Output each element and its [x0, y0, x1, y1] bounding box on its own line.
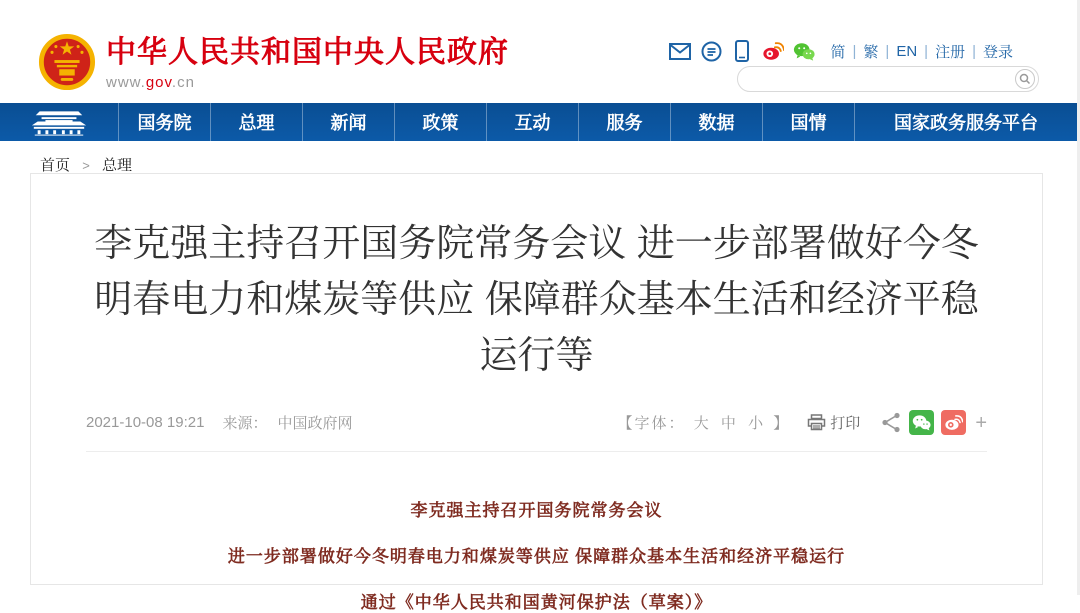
nav-item-news[interactable]: 新闻 [303, 103, 395, 141]
site-header [0, 0, 1077, 103]
mail-icon[interactable] [669, 40, 691, 62]
nav-item-policy[interactable]: 政策 [395, 103, 487, 141]
font-size-small[interactable]: 小 [748, 415, 766, 432]
article-paragraph: 李克强主持召开国务院常务会议 [410, 501, 663, 520]
font-label-open: 【字体： [617, 415, 686, 432]
lang-simplified-link[interactable]: 简 [830, 43, 846, 61]
nav-item-data[interactable]: 数据 [671, 103, 763, 141]
nav-item-national-conditions[interactable]: 国情 [763, 103, 855, 141]
nav-item-premier[interactable]: 总理 [211, 103, 303, 141]
search-input[interactable] [738, 68, 1015, 90]
wechat-icon[interactable] [793, 40, 815, 62]
tiananmen-icon [28, 109, 90, 136]
breadcrumb-separator: > [82, 158, 90, 173]
meta-divider [86, 451, 987, 452]
share-wechat-button[interactable] [909, 410, 934, 435]
mobile-icon[interactable] [731, 40, 753, 62]
breadcrumb-home-link[interactable]: 首页 [40, 157, 71, 174]
font-size-large[interactable]: 大 [693, 415, 711, 432]
search-icon [1019, 73, 1031, 85]
news-circle-icon[interactable] [700, 40, 722, 62]
print-label: 打印 [830, 415, 861, 432]
breadcrumb [0, 141, 1077, 173]
site-logo[interactable] [38, 33, 509, 91]
search-bar [737, 66, 1039, 92]
article-meta-left [86, 412, 352, 433]
share-weibo-button[interactable] [941, 410, 966, 435]
share-button[interactable] [881, 412, 902, 433]
main-navbar [0, 103, 1077, 141]
nav-home-tiananmen[interactable] [0, 103, 119, 141]
register-link[interactable]: 注册 [935, 43, 966, 61]
header-utility-bar [669, 40, 1013, 62]
site-url: www.gov.cn [106, 74, 195, 91]
search-button[interactable] [1015, 69, 1035, 89]
lang-and-account-links: 简 | 繁 | EN | 注册 | 登录 [830, 42, 1013, 61]
login-link[interactable]: 登录 [982, 43, 1013, 61]
weibo-share-icon [944, 414, 963, 431]
source-name: 中国政府网 [277, 415, 353, 432]
wechat-share-icon [912, 414, 931, 431]
article-paragraph: 进一步部署做好今冬明春电力和煤炭等供应 保障群众基本生活和经济平稳运行 [227, 547, 846, 566]
share-nodes-icon [881, 412, 902, 433]
national-emblem-icon [38, 33, 96, 91]
font-size-medium[interactable]: 中 [720, 415, 738, 432]
breadcrumb-current[interactable]: 总理 [101, 157, 132, 174]
print-button[interactable] [807, 412, 860, 433]
article-meta-right [618, 410, 987, 435]
nav-item-services[interactable]: 服务 [579, 103, 671, 141]
article-date: 2021-10-08 19:21 [86, 414, 205, 431]
site-identity [106, 33, 509, 91]
weibo-icon[interactable] [762, 40, 784, 62]
article-container [30, 173, 1043, 612]
nav-item-state-council[interactable]: 国务院 [119, 103, 211, 141]
nav-item-gov-service-platform[interactable]: 国家政务服务平台 [894, 113, 1038, 133]
lang-english-link[interactable]: EN [896, 42, 918, 60]
site-title: 中华人民共和国中央人民政府 [106, 36, 509, 69]
font-label-close: 】 [773, 415, 791, 432]
printer-icon [807, 414, 826, 431]
article-body [31, 496, 1042, 613]
source-label: 来源： [222, 415, 268, 432]
lang-traditional-link[interactable]: 繁 [863, 43, 879, 61]
article-meta-row [86, 410, 987, 435]
share-more-button[interactable]: + [975, 411, 987, 434]
font-size-control [618, 412, 791, 433]
article-paragraph: 通过《中华人民共和国黄河保护法（草案）》 [360, 593, 713, 612]
nav-item-interaction[interactable]: 互动 [487, 103, 579, 141]
article-title: 李克强主持召开国务院常务会议 进一步部署做好今冬明春电力和煤炭等供应 保障群众基本生活和经济平稳运行等 [94, 223, 979, 377]
